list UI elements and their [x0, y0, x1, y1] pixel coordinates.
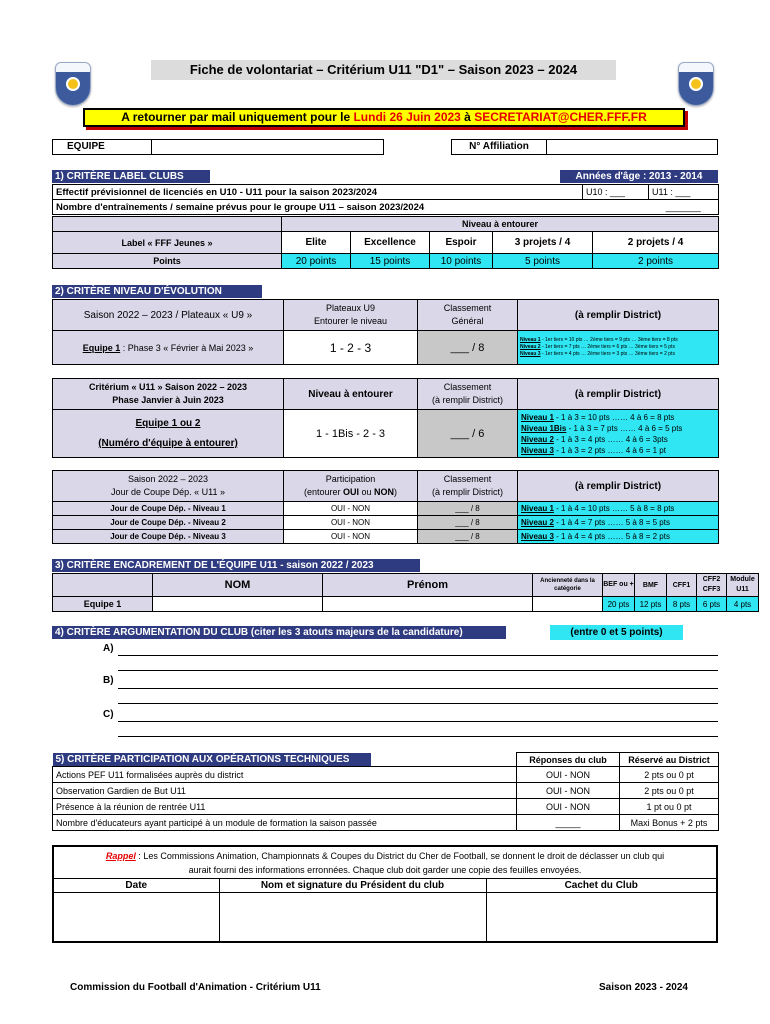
criterium-rank[interactable]: ___ / 6: [418, 410, 518, 458]
page-title: Fiche de volontariat – Critérium U11 "D1" – Saison 2023 – 2024: [151, 60, 616, 80]
cff1-header: CFF1: [667, 574, 697, 597]
equipe-label: EQUIPE: [52, 139, 152, 155]
atout-c-line[interactable]: [118, 736, 718, 737]
section-5-header: 5) CRITÈRE PARTICIPATION AUX OPÉRATIONS TECHNIQUES: [53, 753, 371, 766]
district-logo-right: [678, 62, 714, 106]
bef-header: BEF ou +: [603, 574, 635, 597]
age-years: Années d'âge : 2013 - 2014: [560, 170, 718, 183]
argumentation-scale: (entre 0 et 5 points): [550, 625, 683, 640]
plateaux-u9-table: Saison 2022 – 2023 / Plateaux « U9 » Plateaux U9 Entourer le niveau Classement Général (à remplir District) Equipe 1 : Phase 3 « Février à Mai 2023 » 1 - 2 - 3 ___ / 8 Niveau 1 - 1er tiers = 10 pts … 2ème tiers = 9 pts … 3ème tiers = 8 pts Niveau 2 - 1er tiers = 7 pts … 2ème tiers = 6 pts … 3ème tiers = 5 pts Niveau 3 - 1er tiers = 4 pts … 2ème tiers = 3 pts … 3ème tiers = 2 pts: [52, 299, 719, 365]
atout-c-line[interactable]: [118, 721, 718, 722]
coupe-rank[interactable]: ___ / 8: [418, 530, 518, 544]
affiliation-input[interactable]: [546, 139, 718, 155]
section-1-header: 1) CRITÈRE LABEL CLUBS: [52, 170, 210, 183]
equipe1-label: Equipe 1: [53, 597, 153, 612]
coupe-dep-table: Saison 2022 – 2023 Jour de Coupe Dép. « U11 » Participation (entourer OUI ou NON) Classement (à remplir District) (à remplir District) Jour de Coupe Dép. - Niveau 1 OUI - NON ___ / 8 Niveau 1 - 1 à 4 = 10 pts …… 5 à 8 = 8 pts Jour de Coupe Dép. - Niveau 2 OUI - NON ___ / 8 Niveau 2 - 1 à 4 = 7 pts …… 5 à 8 = 5 pts Jour de Coupe Dép. - Niveau 3 OUI - NON ___ / 8 Niveau 3 - 1 à 4 = 4 pts …… 5 à 8 = 2 pts: [52, 470, 719, 544]
section-3-header: 3) CRITÈRE ENCADREMENT DE L'ÉQUIPE U11 - saison 2022 / 2023: [52, 559, 420, 572]
prenom-input[interactable]: [323, 597, 533, 612]
date-input[interactable]: [54, 893, 219, 942]
level-espoir[interactable]: Espoir: [430, 232, 493, 254]
operation-points: 2 pts ou 0 pt: [620, 783, 719, 799]
contact-email: SECRETARIAT@CHER.FFF.FR: [474, 110, 647, 124]
plateaux-level-choice[interactable]: 1 - 2 - 3: [284, 331, 418, 365]
coupe-participation[interactable]: OUI - NON: [284, 502, 418, 516]
cachet-header: Cachet du Club: [486, 879, 716, 893]
cff23-header: CFF2 CFF3: [697, 574, 727, 597]
criterium-u11-table: Critérium « U11 » Saison 2022 – 2023 Phase Janvier à Juin 2023 Niveau à entourer Classement (à remplir District) (à remplir District) Equipe 1 ou 2 (Numéro d'équipe à entourer) 1 - 1Bis - 2 - 3 ___ / 6 Niveau 1 - 1 à 3 = 10 pts …… 4 à 6 = 8 pts Niveau 1Bis - 1 à 3 = 7 pts …… 4 à 6 = 5 pts Niveau 2 - 1 à 3 = 4 pts …… 4 à 6 = 3pts Niveau 3 - 1 à 3 = 2 pts …… 4 à 6 = 1 pt: [52, 378, 719, 458]
level-excellence[interactable]: Excellence: [351, 232, 430, 254]
coupe-row-label: Jour de Coupe Dép. - Niveau 1: [53, 502, 284, 516]
reserve-header: Réservé au District: [620, 753, 719, 767]
operation-reponse[interactable]: OUI - NON: [517, 799, 620, 815]
entrainements-field[interactable]: _______: [649, 200, 719, 215]
cff1-points: 8 pts: [667, 597, 697, 612]
operation-label: Nombre d'éducateurs ayant participé à un module de formation la saison passée: [53, 815, 517, 831]
operation-reponse[interactable]: _____: [517, 815, 620, 831]
points-3-projets: 5 points: [493, 254, 593, 269]
cachet-input[interactable]: [486, 893, 716, 942]
affiliation-label: N° Affiliation: [451, 139, 547, 155]
atout-a-line[interactable]: [118, 655, 718, 656]
points-espoir: 10 points: [430, 254, 493, 269]
anciennete-header: Ancienneté dans la catégorie: [533, 574, 603, 597]
signature-table: [54, 878, 716, 942]
encadrement-table: [52, 573, 759, 612]
criterium-district-header: (à remplir District): [518, 379, 719, 410]
operation-points: 1 pt ou 0 pt: [620, 799, 719, 815]
coupe-rank[interactable]: ___ / 8: [418, 516, 518, 530]
operation-label: Présence à la réunion de rentrée U11: [53, 799, 517, 815]
coupe-district-header: (à remplir District): [518, 471, 719, 502]
section-4-header: 4) CRITÈRE ARGUMENTATION DU CLUB (citer les 3 atouts majeurs de la candidature): [52, 626, 506, 639]
signature-header: Nom et signature du Président du club: [219, 879, 486, 893]
operation-label: Observation Gardien de But U11: [53, 783, 517, 799]
operations-table: [52, 752, 719, 831]
operation-label: Actions PEF U11 formalisées auprès du district: [53, 767, 517, 783]
points-elite: 20 points: [282, 254, 351, 269]
section-2-header: 2) CRITÈRE NIVEAU D'ÉVOLUTION: [52, 285, 262, 298]
coupe-participation[interactable]: OUI - NON: [284, 516, 418, 530]
points-label: Points: [53, 254, 282, 269]
coupe-rank[interactable]: ___ / 8: [418, 502, 518, 516]
footer-right: Saison 2023 - 2024: [599, 982, 688, 993]
footer-left: Commission du Football d'Animation - Critérium U11: [70, 982, 321, 993]
level-3-projets[interactable]: 3 projets / 4: [493, 232, 593, 254]
entrainements-label: Nombre d'entraînements / semaine prévus pour le groupe U11 – saison 2023/2024: [53, 200, 649, 215]
bmf-header: BMF: [635, 574, 667, 597]
points-excellence: 15 points: [351, 254, 430, 269]
operation-reponse[interactable]: OUI - NON: [517, 767, 620, 783]
atout-b-line[interactable]: [118, 688, 718, 689]
reponses-header: Réponses du club: [517, 753, 620, 767]
nom-input[interactable]: [153, 597, 323, 612]
rappel-block: Rappel : Les Commissions Animation, Championnats & Coupes du District du Cher de Football, se donnent le droit de déclasser un club qui aurait fourni des informations erronnées. Chaque club doit garder une copie des feuilles envoyées. Date Nom et signature du Président du club Cachet du Club: [52, 845, 718, 943]
plateaux-rank[interactable]: ___ / 8: [418, 331, 518, 365]
u11-field[interactable]: U11 : ___: [649, 185, 719, 200]
coupe-participation[interactable]: OUI - NON: [284, 530, 418, 544]
label-fff-jeunes: Label « FFF Jeunes »: [53, 232, 282, 254]
operation-points: 2 pts ou 0 pt: [620, 767, 719, 783]
label-clubs-table: [52, 184, 719, 215]
operation-points: Maxi Bonus + 2 pts: [620, 815, 719, 831]
prenom-header: Prénom: [323, 574, 533, 597]
rappel-label: Rappel: [105, 851, 136, 861]
points-2-projets: 2 points: [593, 254, 719, 269]
atout-a-line[interactable]: [118, 670, 718, 671]
level-elite[interactable]: Elite: [282, 232, 351, 254]
label-fff-table: [52, 216, 719, 269]
module-header: Module U11: [727, 574, 759, 597]
operation-reponse[interactable]: OUI - NON: [517, 783, 620, 799]
module-points: 4 pts: [727, 597, 759, 612]
deadline-date: Lundi 26 Juin 2023: [353, 110, 461, 124]
atout-a-label: A): [103, 643, 114, 654]
plateaux-district-header: (à remplir District): [518, 300, 719, 331]
bmf-points: 12 pts: [635, 597, 667, 612]
u10-field[interactable]: U10 : ___: [583, 185, 649, 200]
criterium-niveau-header: Niveau à entourer: [284, 379, 418, 410]
return-notice: A retourner par mail uniquement pour le Lundi 26 Juin 2023 à SECRETARIAT@CHER.FFF.FR: [83, 108, 685, 127]
atout-b-label: B): [103, 675, 114, 686]
date-header: Date: [54, 879, 219, 893]
niveau-a-entourer: Niveau à entourer: [282, 217, 719, 232]
bef-points: 20 pts: [603, 597, 635, 612]
effectif-label: Effectif prévisionnel de licenciés en U10 - U11 pour la saison 2023/2024: [53, 185, 583, 200]
anciennete-input[interactable]: [533, 597, 603, 612]
nom-header: NOM: [153, 574, 323, 597]
level-2-projets[interactable]: 2 projets / 4: [593, 232, 719, 254]
atout-c-label: C): [103, 709, 114, 720]
atout-b-line[interactable]: [118, 703, 718, 704]
equipe-input[interactable]: [151, 139, 384, 155]
signature-input[interactable]: [219, 893, 486, 942]
coupe-row-label: Jour de Coupe Dép. - Niveau 3: [53, 530, 284, 544]
criterium-level-choice[interactable]: 1 - 1Bis - 2 - 3: [284, 410, 418, 458]
coupe-row-label: Jour de Coupe Dép. - Niveau 2: [53, 516, 284, 530]
district-logo-left: [55, 62, 91, 106]
cff23-points: 6 pts: [697, 597, 727, 612]
plateaux-season: Saison 2022 – 2023 / Plateaux « U9 »: [53, 300, 284, 331]
